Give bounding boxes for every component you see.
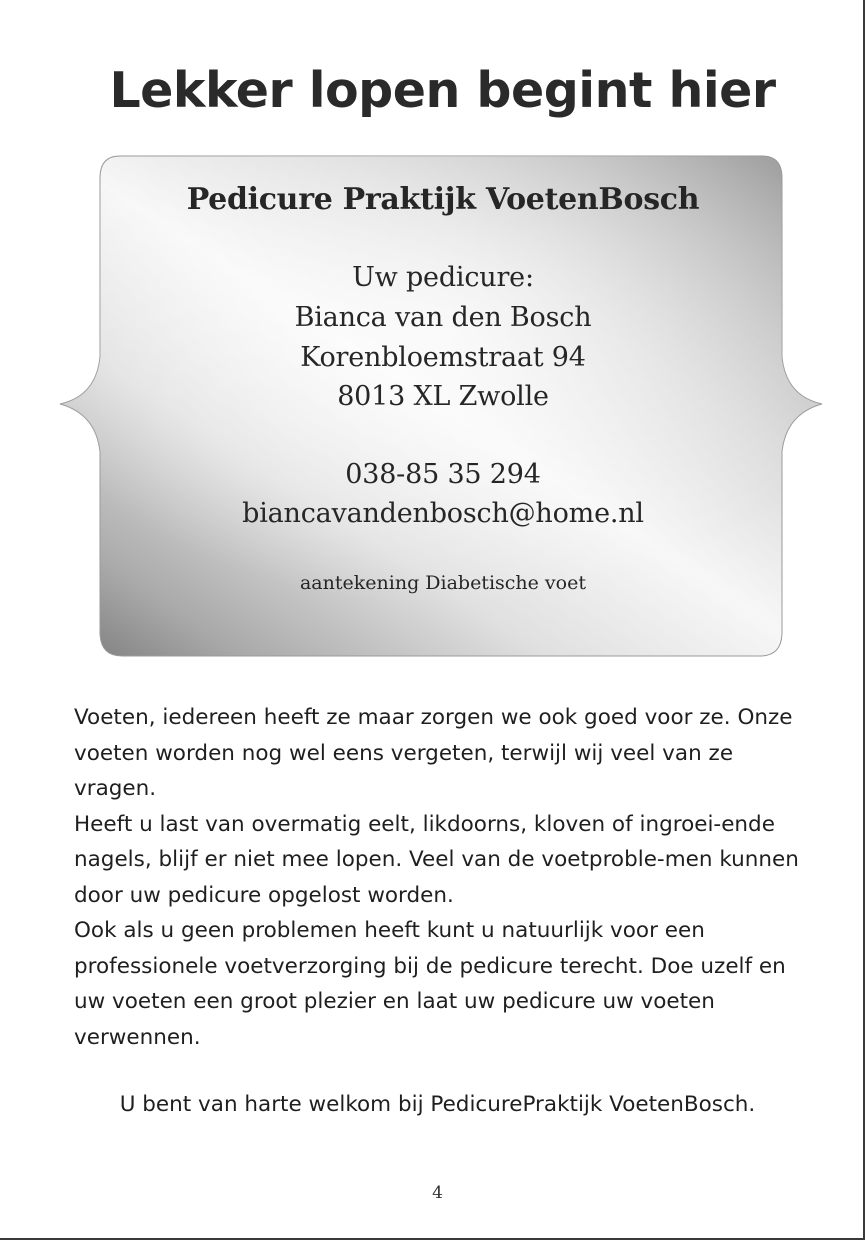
paragraph-intro: Voeten, iedereen heeft ze maar zorgen we ook goed voor ze. Onze voeten worden nog wel eens vergeten, terwijl wij veel van ze vragen. xyxy=(74,705,793,801)
diabetic-foot-note: aantekening Diabetische voet xyxy=(299,572,586,594)
page-title: Lekker lopen begint hier xyxy=(109,62,776,119)
phone-number: 038-85 35 294 xyxy=(345,459,541,490)
practice-name: Pedicure Praktijk VoetenBosch xyxy=(186,182,700,217)
city-address: 8013 XL Zwolle xyxy=(337,381,549,412)
paragraph-care: Ook als u geen problemen heeft kunt u natuurlijk voor een professionele voetverzorging bij de pedicure terecht. Doe uzelf en uw voeten een groot plezier en laat uw pedicure uw voeten verwennen. xyxy=(74,918,786,1050)
page-number: 4 xyxy=(432,1183,443,1203)
email-address: biancavandenbosch@home.nl xyxy=(242,498,644,529)
closing-line: U bent van harte welkom bij PedicurePraktijk VoetenBosch. xyxy=(119,1092,756,1117)
pedicure-label: Uw pedicure: xyxy=(352,262,534,293)
pedicure-name: Bianca van den Bosch xyxy=(294,302,592,333)
contact-card xyxy=(58,152,824,662)
street-address: Korenbloemstraat 94 xyxy=(300,342,586,373)
paragraph-problems: Heeft u last van overmatig eelt, likdoorns, kloven of ingroei-ende nagels, blijf er niet mee lopen. Veel van de voetproble-men kunnen door uw pedicure opgelost worden. xyxy=(74,811,799,908)
body-text xyxy=(74,700,814,1055)
